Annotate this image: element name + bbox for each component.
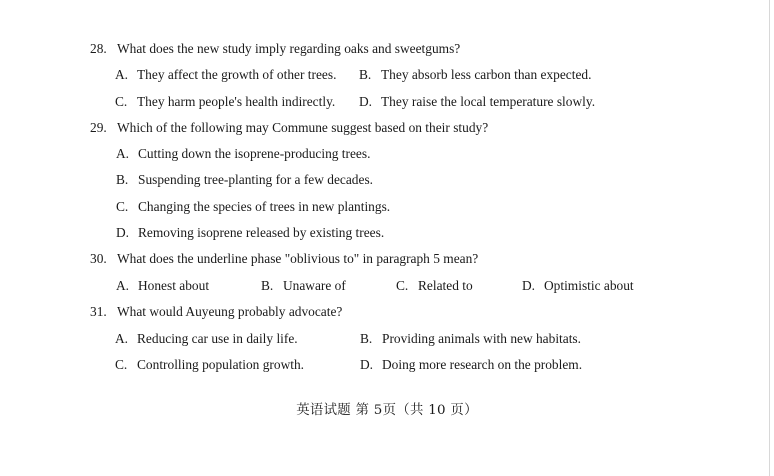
option-letter: C.	[116, 199, 129, 214]
question-number: 31.	[90, 304, 107, 319]
question-31	[90, 304, 342, 320]
option-text: Doing more research on the problem.	[382, 357, 583, 372]
option-letter: C.	[115, 94, 128, 109]
option-31-a	[115, 331, 298, 347]
option-letter: D.	[359, 94, 373, 109]
question-text: Which of the following may Commune suggest based on their study?	[117, 120, 489, 135]
option-letter: A.	[116, 146, 130, 161]
option-30-a	[116, 278, 209, 294]
option-letter: D.	[116, 225, 130, 240]
option-30-c	[396, 278, 473, 294]
option-text: They absorb less carbon than expected.	[381, 67, 592, 82]
question-28	[90, 41, 460, 57]
option-letter: C.	[115, 357, 128, 372]
option-text: Changing the species of trees in new plantings.	[138, 199, 391, 214]
option-28-a	[115, 67, 336, 83]
option-30-d	[522, 278, 634, 294]
question-number: 28.	[90, 41, 107, 56]
option-29-c	[116, 199, 390, 215]
option-text: Suspending tree-planting for a few decades.	[138, 172, 373, 187]
option-letter: B.	[360, 331, 373, 346]
option-text: Cutting down the isoprene-producing trees.	[138, 146, 371, 161]
option-29-d	[116, 225, 384, 241]
option-29-a	[116, 146, 370, 162]
question-29	[90, 120, 488, 136]
option-text: They affect the growth of other trees.	[137, 67, 337, 82]
option-28-b	[359, 67, 591, 83]
question-text: What does the underline phase "oblivious to" in paragraph 5 mean?	[117, 251, 479, 266]
option-letter: D.	[360, 357, 374, 372]
option-text: Honest about	[138, 278, 210, 293]
page-edge-divider	[769, 0, 770, 476]
option-text: Optimistic about	[544, 278, 634, 293]
option-text: Controlling population growth.	[137, 357, 305, 372]
option-text: Removing isoprene released by existing trees.	[138, 225, 385, 240]
option-letter: B.	[359, 67, 372, 82]
option-letter: A.	[115, 67, 129, 82]
option-text: Providing animals with new habitats.	[382, 331, 581, 346]
option-30-b	[261, 278, 346, 294]
option-letter: A.	[116, 278, 130, 293]
question-text: What would Auyeung probably advocate?	[117, 304, 343, 319]
option-31-b	[360, 331, 581, 347]
option-text: Related to	[418, 278, 473, 293]
option-31-c	[115, 357, 304, 373]
option-letter: D.	[522, 278, 536, 293]
question-number: 29.	[90, 120, 107, 135]
option-letter: C.	[396, 278, 409, 293]
page-footer: 英语试题 第 5页（共 10 页）	[296, 403, 478, 418]
option-letter: B.	[116, 172, 129, 187]
option-text: They harm people's health indirectly.	[137, 94, 336, 109]
option-28-d	[359, 94, 595, 110]
option-letter: B.	[261, 278, 274, 293]
option-text: They raise the local temperature slowly.	[381, 94, 596, 109]
question-number: 30.	[90, 251, 107, 266]
option-text: Reducing car use in daily life.	[137, 331, 298, 346]
option-letter: A.	[115, 331, 129, 346]
option-29-b	[116, 172, 373, 188]
option-31-d	[360, 357, 582, 373]
option-28-c	[115, 94, 335, 110]
option-text: Unaware of	[283, 278, 346, 293]
question-30	[90, 251, 478, 267]
question-text: What does the new study imply regarding oaks and sweetgums?	[117, 41, 461, 56]
